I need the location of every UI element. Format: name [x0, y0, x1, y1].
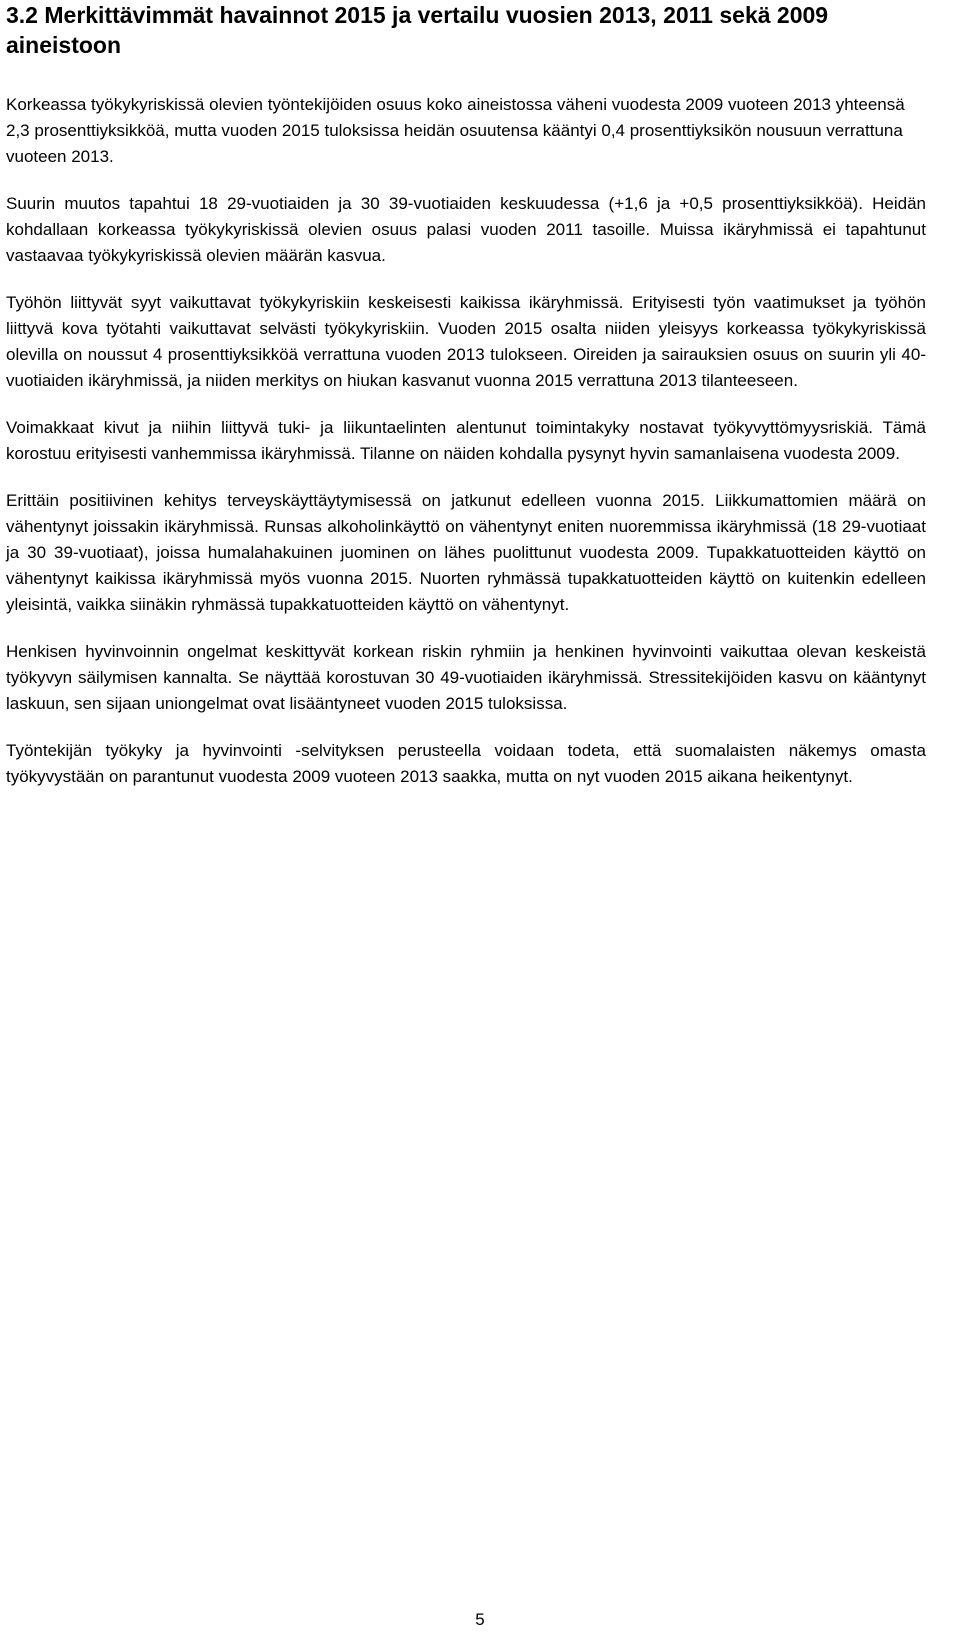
paragraph-5: Erittäin positiivinen kehitys terveyskäyttäytymisessä on jatkunut edelleen vuonna 2015. Liikkumattomien määrä on vähentynyt joissakin ikäryhmissä. Runsas alkoholinkäyttö on vähentynyt eniten nuoremmissa ikäryhmissä (18 29-vuotiaat ja 30 39-vuotiaat), joissa humalahakuinen juominen on lähes puolittunut vuodesta 2009. Tupakkatuotteiden käyttö on vähentynyt kaikissa ikäryhmissä myös vuonna 2015. Nuorten ryhmässä tupakkatuotteiden käyttö on kuitenkin edelleen yleisintä, vaikka siinäkin ryhmässä tupakkatuotteiden käyttö on vähentynyt. — [6, 491, 926, 614]
section-title: 3.2 Merkittävimmät havainnot 2015 ja vertailu vuosien 2013, 2011 sekä 2009 aineistoon — [6, 2, 829, 58]
paragraph-7: Työntekijän työkyky ja hyvinvointi -selvityksen perusteella voidaan todeta, että suomalaisten näkemys omasta työkyvystään on parantunut vuodesta 2009 vuoteen 2013 saakka, mutta on nyt vuoden 2015 aikana heikentynyt. — [6, 741, 926, 786]
page-number: 5 — [475, 1610, 485, 1629]
paragraph-4: Voimakkaat kivut ja niihin liittyvä tuki- ja liikuntaelinten alentunut toimintakyky nostavat työkyvyttömyysriskiä. Tämä korostuu erityisesti vanhemmissa ikäryhmissä. Tilanne on näiden kohdalla pysynyt hyvin samanlaisena vuodesta 2009. — [6, 418, 926, 463]
paragraph-3: Työhön liittyvät syyt vaikuttavat työkykyriskiin keskeisesti kaikissa ikäryhmissä. Erityisesti työn vaatimukset ja työhön liittyvä kova työtahti vaikuttavat selvästi työkykyriskiin. Vuoden 2015 osalta niiden yleisyys korkeassa työkykyriskissä olevilla on noussut 4 prosenttiyksikköä verrattuna vuoden 2013 tulokseen. Oireiden ja sairauksien osuus on suurin yli 40-vuotiaiden ikäryhmissä, ja niiden merkitys on hiukan kasvanut vuonna 2015 verrattuna 2013 tilanteeseen. — [6, 293, 926, 390]
paragraph-6: Henkisen hyvinvoinnin ongelmat keskittyvät korkean riskin ryhmiin ja henkinen hyvinvointi vaikuttaa olevan keskeistä työkyvyn säilymisen kannalta. Se näyttää korostuvan 30 49-vuotiaiden ikäryhmissä. Stressitekijöiden kasvu on kääntynyt laskuun, sen sijaan uniongelmat ovat lisääntyneet vuoden 2015 tuloksissa. — [6, 642, 926, 713]
document-body — [6, 92, 954, 790]
paragraph-2: Suurin muutos tapahtui 18 29-vuotiaiden ja 30 39-vuotiaiden keskuudessa (+1,6 ja +0,5 prosenttiyksikköä). Heidän kohdallaan korkeassa työkykyriskissä olevien osuus palasi vuoden 2011 tasoille. Muissa ikäryhmissä ei tapahtunut vastaavaa työkykyriskissä olevien määrän kasvua. — [6, 194, 926, 265]
paragraph-1: Korkeassa työkykyriskissä olevien työntekijöiden osuus koko aineistossa väheni vuodesta 2009 vuoteen 2013 yhteensä 2,3 prosenttiyksikköä, mutta vuoden 2015 tuloksissa heidän osuutensa kääntyi 0,4 prosenttiyksikön nousuun verrattuna vuoteen 2013. — [6, 95, 905, 166]
